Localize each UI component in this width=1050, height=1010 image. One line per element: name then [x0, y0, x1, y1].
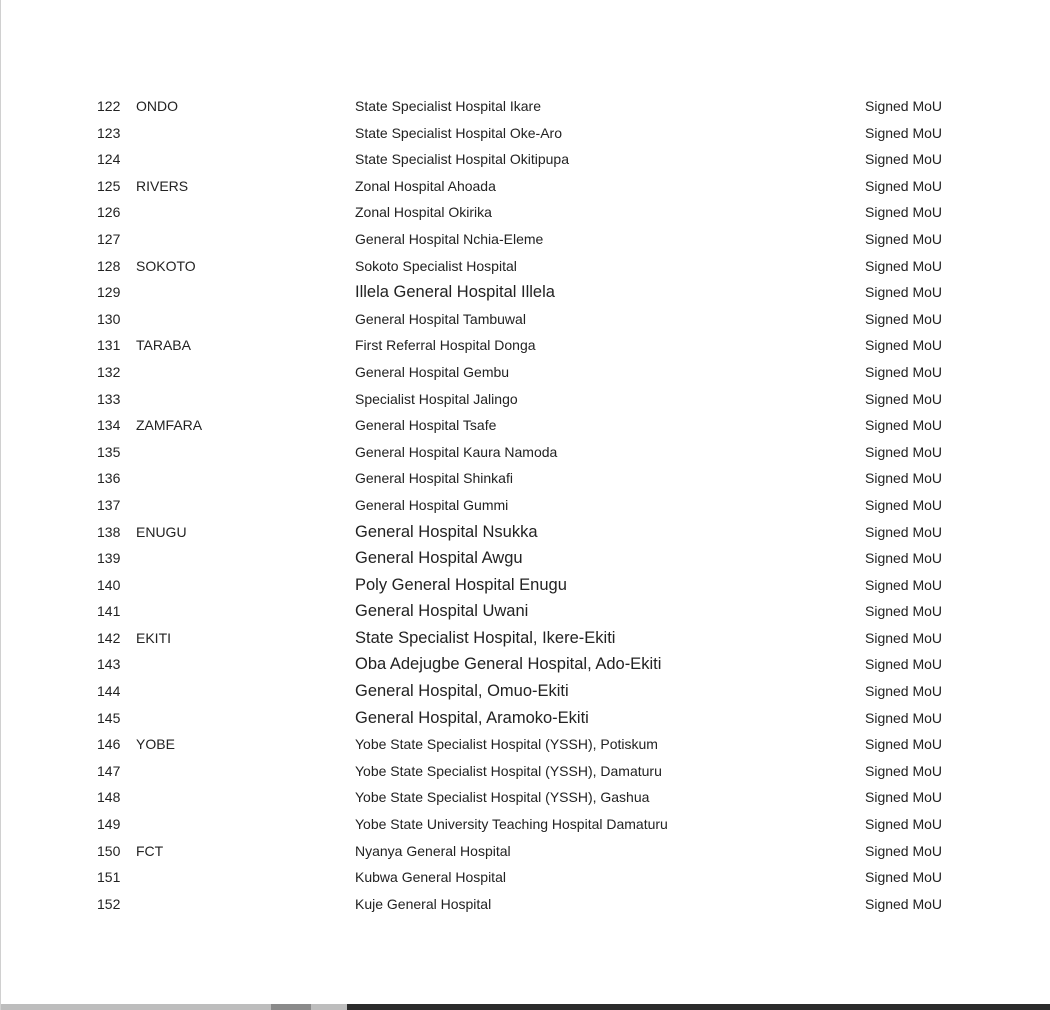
table-row — [1, 362, 1050, 389]
table-row — [1, 468, 1050, 495]
row-number: 132 — [97, 363, 121, 380]
mou-status: Signed MoU — [865, 337, 943, 354]
row-number: 144 — [97, 683, 121, 700]
table-row — [1, 734, 1050, 761]
table-row — [1, 654, 1050, 681]
hospital-name: Nyanya General Hospital — [355, 842, 511, 859]
hospital-name: Sokoto Specialist Hospital — [355, 257, 517, 274]
row-number: 123 — [97, 124, 121, 141]
table-row — [1, 202, 1050, 229]
hospital-name: General Hospital Shinkafi — [355, 470, 513, 487]
hospital-name: General Hospital Awgu — [355, 549, 523, 568]
mou-status: Signed MoU — [865, 363, 943, 380]
row-number: 131 — [97, 337, 121, 354]
row-number: 128 — [97, 257, 121, 274]
table-row — [1, 389, 1050, 416]
row-number: 151 — [97, 869, 121, 886]
mou-status: Signed MoU — [865, 470, 943, 487]
table-row — [1, 335, 1050, 362]
state-name: TARABA — [136, 337, 191, 354]
row-number: 134 — [97, 417, 121, 434]
table-row — [1, 96, 1050, 123]
state-name: ENUGU — [136, 523, 187, 540]
hospital-name: Yobe State Specialist Hospital (YSSH), Potiskum — [355, 736, 658, 753]
state-name: RIVERS — [136, 177, 189, 194]
row-number: 149 — [97, 816, 121, 833]
table-row — [1, 256, 1050, 283]
mou-status: Signed MoU — [865, 151, 943, 168]
hospital-name: First Referral Hospital Donga — [355, 337, 536, 354]
table-row — [1, 282, 1050, 309]
table-row — [1, 229, 1050, 256]
row-number: 147 — [97, 762, 121, 779]
row-number: 138 — [97, 523, 121, 540]
mou-status: Signed MoU — [865, 895, 943, 912]
mou-status: Signed MoU — [865, 417, 943, 434]
hospital-name: Zonal Hospital Ahoada — [355, 177, 496, 194]
mou-status: Signed MoU — [865, 390, 943, 407]
mou-status: Signed MoU — [865, 204, 943, 221]
row-number: 140 — [97, 576, 121, 593]
hospital-name: State Specialist Hospital Ikare — [355, 98, 541, 114]
hospital-name: Kuje General Hospital — [355, 895, 492, 912]
row-number: 145 — [97, 709, 121, 726]
row-number: 129 — [97, 284, 121, 301]
hospital-name: General Hospital Nchia-Eleme — [355, 230, 544, 247]
mou-status: Signed MoU — [865, 629, 943, 646]
table-row — [1, 309, 1050, 336]
hospital-name: Kubwa General Hospital — [355, 869, 506, 886]
mou-status: Signed MoU — [865, 842, 943, 859]
hospital-name: General Hospital Kaura Namoda — [355, 443, 558, 460]
row-number: 127 — [97, 230, 121, 247]
table-row — [1, 867, 1050, 894]
table-row — [1, 787, 1050, 814]
table-row — [1, 841, 1050, 868]
table-row — [1, 176, 1050, 203]
table-row — [1, 761, 1050, 788]
table-row — [1, 149, 1050, 176]
hospital-name: General Hospital, Aramoko-Ekiti — [355, 708, 589, 727]
hospital-name: Illela General Hospital Illela — [355, 283, 555, 302]
table-row — [1, 415, 1050, 442]
state-name: ZAMFARA — [136, 417, 203, 434]
mou-status: Signed MoU — [865, 523, 943, 540]
table-row — [1, 601, 1050, 628]
mou-status: Signed MoU — [865, 124, 943, 141]
hospital-name: Yobe State Specialist Hospital (YSSH), Damaturu — [355, 762, 662, 779]
mou-status: Signed MoU — [865, 816, 943, 833]
mou-status: Signed MoU — [865, 789, 943, 806]
hospital-name: General Hospital Tsafe — [355, 417, 497, 434]
row-number: 139 — [97, 550, 121, 567]
table-row — [1, 522, 1050, 549]
row-number: 143 — [97, 656, 121, 673]
hospital-name: General Hospital Uwani — [355, 602, 529, 621]
mou-status: Signed MoU — [865, 550, 943, 567]
mou-status: Signed MoU — [865, 736, 943, 753]
mou-status: Signed MoU — [865, 709, 943, 726]
row-number: 146 — [97, 736, 121, 753]
table-row — [1, 123, 1050, 150]
hospital-name: State Specialist Hospital Oke-Aro — [355, 124, 562, 141]
hospital-name: General Hospital Tambuwal — [355, 310, 526, 327]
mou-status: Signed MoU — [865, 603, 943, 620]
hospital-name: Oba Adejugbe General Hospital, Ado-Ekiti — [355, 655, 662, 674]
mou-status: Signed MoU — [865, 576, 943, 593]
state-name: SOKOTO — [136, 257, 196, 274]
row-number: 130 — [97, 310, 121, 327]
state-name: FCT — [136, 842, 164, 859]
scrollbar-track-dark — [347, 1004, 1050, 1010]
scrollbar-thumb[interactable] — [271, 1004, 311, 1010]
hospital-name: Yobe State University Teaching Hospital Damaturu — [355, 816, 668, 833]
mou-status: Signed MoU — [865, 683, 943, 700]
mou-status: Signed MoU — [865, 869, 943, 886]
table-row — [1, 442, 1050, 469]
hospital-table — [1, 96, 1050, 920]
table-row — [1, 628, 1050, 655]
mou-status: Signed MoU — [865, 762, 943, 779]
row-number: 125 — [97, 177, 121, 194]
hospital-name: Zonal Hospital Okirika — [355, 204, 492, 221]
mou-status: Signed MoU — [865, 496, 943, 513]
row-number: 150 — [97, 842, 121, 859]
state-name: ONDO — [136, 98, 178, 114]
row-number: 126 — [97, 204, 121, 221]
table-row — [1, 708, 1050, 735]
mou-status: Signed MoU — [865, 310, 943, 327]
mou-status: Signed MoU — [865, 284, 943, 301]
row-number: 137 — [97, 496, 121, 513]
mou-status: Signed MoU — [865, 443, 943, 460]
mou-status: Signed MoU — [865, 98, 943, 114]
state-name: YOBE — [136, 736, 175, 753]
mou-status: Signed MoU — [865, 230, 943, 247]
hospital-name: Yobe State Specialist Hospital (YSSH), Gashua — [355, 789, 650, 806]
row-number: 122 — [97, 98, 121, 114]
table-row — [1, 814, 1050, 841]
horizontal-scrollbar[interactable] — [1, 1004, 1050, 1010]
hospital-name: Poly General Hospital Enugu — [355, 575, 567, 594]
row-number: 124 — [97, 151, 121, 168]
table-row — [1, 575, 1050, 602]
row-number: 135 — [97, 443, 121, 460]
hospital-name: State Specialist Hospital, Ikere-Ekiti — [355, 628, 616, 647]
hospital-name: General Hospital Nsukka — [355, 522, 538, 541]
table-row — [1, 681, 1050, 708]
hospital-name: General Hospital Gummi — [355, 496, 509, 513]
row-number: 152 — [97, 895, 121, 912]
hospital-name: State Specialist Hospital Okitipupa — [355, 151, 569, 168]
hospital-name: General Hospital Gembu — [355, 363, 510, 380]
mou-status: Signed MoU — [865, 257, 943, 274]
state-name: EKITI — [136, 629, 172, 646]
row-number: 142 — [97, 629, 121, 646]
row-number: 148 — [97, 789, 121, 806]
hospital-name: General Hospital, Omuo-Ekiti — [355, 682, 569, 701]
table-row — [1, 894, 1050, 921]
table-row — [1, 495, 1050, 522]
mou-status: Signed MoU — [865, 177, 943, 194]
table-row — [1, 548, 1050, 575]
row-number: 141 — [97, 603, 121, 620]
row-number: 136 — [97, 470, 121, 487]
row-number: 133 — [97, 390, 121, 407]
hospital-name: Specialist Hospital Jalingo — [355, 390, 518, 407]
mou-status: Signed MoU — [865, 656, 943, 673]
